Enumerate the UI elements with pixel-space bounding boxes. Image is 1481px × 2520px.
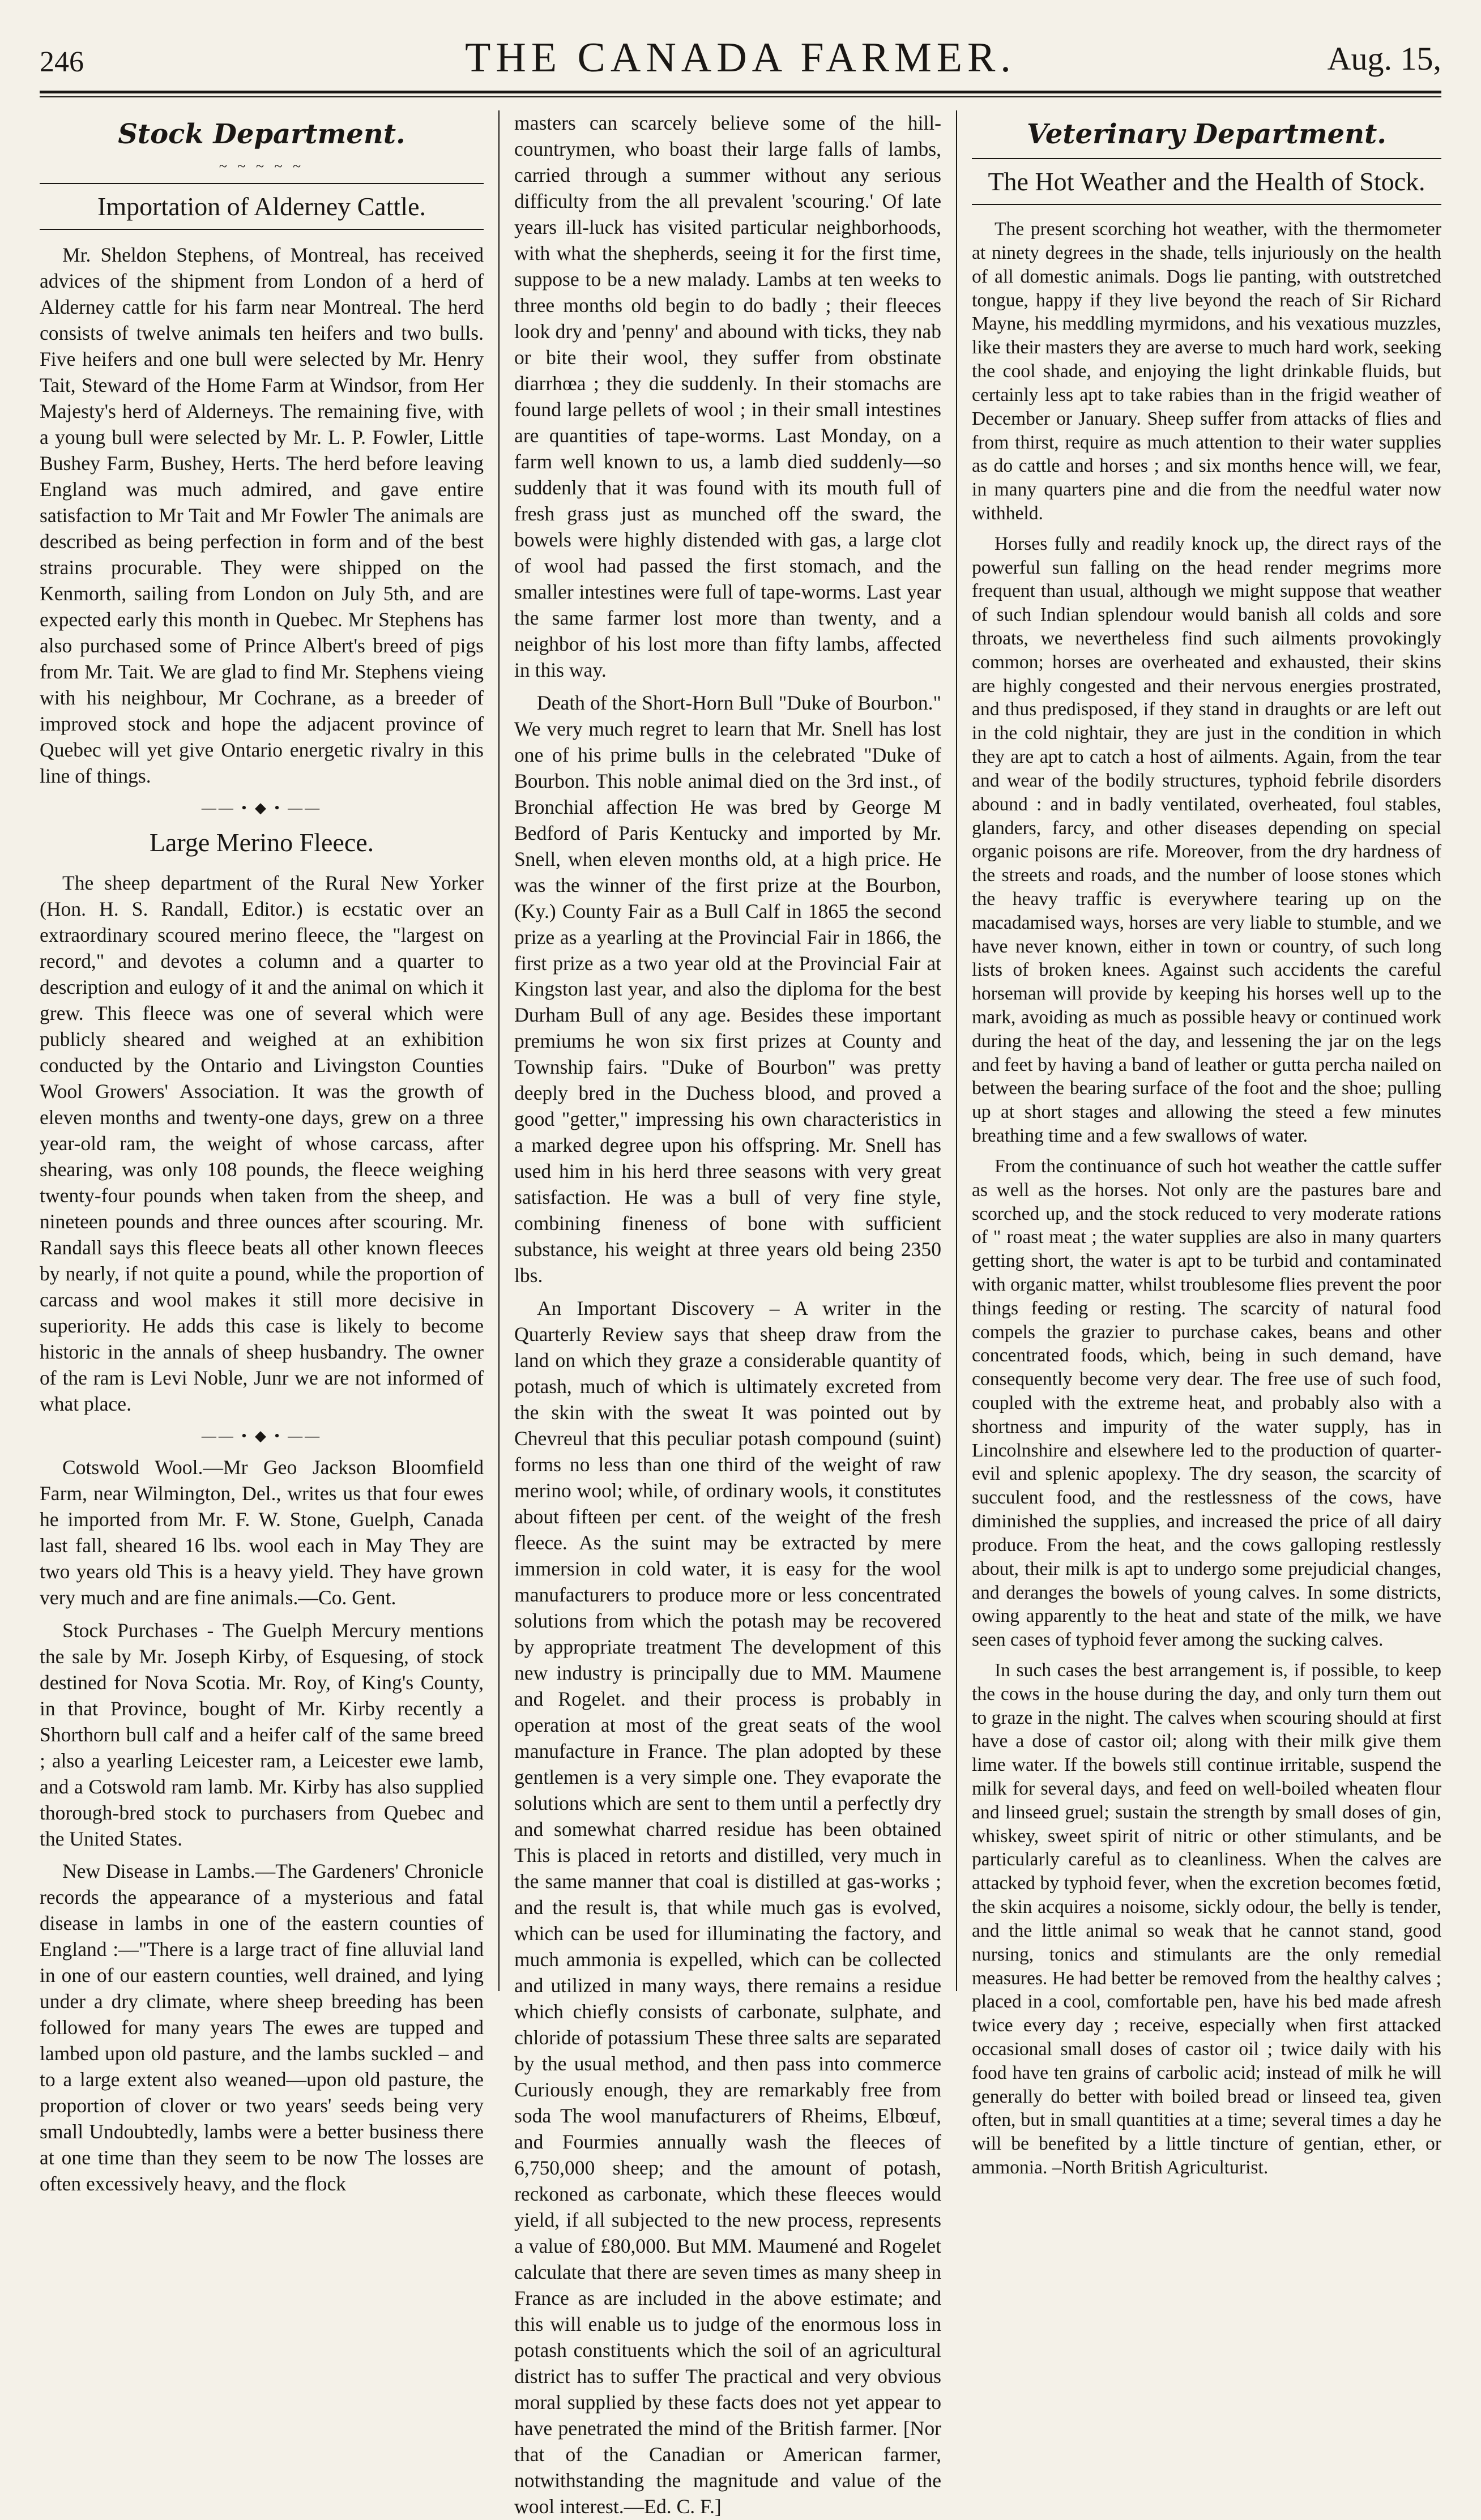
news-item: Stock Purchases - The Guelph Mercury mentions the sale by Mr. Joseph Kirby, of Esquesing, of stock destined for Nova Scotia. Mr. Roy, of King's County, in that Province, bought of Mr. Kirby recently a Shorthorn bull calf and a heifer calf of the same breed ; also a yearling Leicester ram, a Leicester ewe lamb, and a Cotswold ram lamb. Mr. Kirby has also supplied thorough-bred stock to purchasers from Quebec and the United States.	[40, 1618, 484, 1850]
department-heading: Veterinary Department.	[1027, 118, 1386, 150]
publication-title: THE CANADA FARMER.	[465, 35, 1016, 81]
issue-date: Aug. 15,	[1327, 40, 1441, 77]
article-heading: The Hot Weather and the Health of Stock.	[972, 158, 1441, 205]
running-head	[40, 28, 1441, 91]
header-rule-thin	[40, 96, 1441, 97]
article-paragraph: Mr. Sheldon Stephens, of Montreal, has received advices of the shipment from London of a herd of Alderney cattle for his farm near Montreal. The herd consists of twelve animals ten heifers and two bulls. Five heifers and one bull were selected by Mr. Henry Tait, Steward of the Home Farm at Windsor, from Her Majesty's herd of Alderneys. The remaining five, with a young bull were selected by Mr. L. P. Fowler, Little Bushey Farm, Bushey, Herts. The herd before leaving England was much admired, and gave entire satisfaction to Mr Tait and Mr Fowler The animals are described as being perfection in form and of the best strains procurable. They were shipped on the Kenmorth, sailing from London on July 5th, and are expected early this month in Quebec. Mr Stephens has also purchased some of Prince Albert's breed of pigs from Mr. Tait. We are glad to find Mr. Stephens vieing with his neighbour, Mr Cochrane, as a breeder of improved stock and hope the adjacent province of Quebec will yet give Ontario energetic rivalry in this line of things.	[40, 244, 484, 787]
header-rule	[40, 91, 1441, 93]
columns	[40, 110, 1441, 2518]
column-3	[956, 110, 1441, 2178]
article-paragraph: Horses fully and readily knock up, the direct rays of the powerful sun falling on the head render megrims more frequent than usual, although we might suppose that weather of such Indian splendour would banish all colds and sore throats, we nevertheless find such ailments provokingly common; horses are overheated and exhausted, their skins are highly congested and their nervous energies prostrated, and thus predisposed, if they stand in draughts or are left out in the cold nightair, they are just in the condition in which they are apt to catch a host of ailments. Again, from the tear and wear of the bodily structures, typhoid febrile disorders abound : and in badly ventilated, overheated, foul stables, glanders, farcy, and other diseases depending on special organic poisons are rife. Moreover, from the dry hardness of the streets and roads, and the number of loose stones which the heavy traffic is everywhere tearing up on the macadamised ways, horses are very liable to stumble, and we have never known, either in town or country, of such long lists of broken knees. Against such accidents the careful horseman will provide by keeping his horses well up to the mark, avoiding as much as possible heavy or continued work during the heat of the day, and lessening the jar on the legs and feet by having a band of leather or gutta percha nailed on between the bearing surface of the foot and the shoe; pulling up at short stages and allowing the steed a few minutes breathing time and a few swallows of water.	[972, 533, 1441, 1147]
news-item: New Disease in Lambs.—The Gardeners' Chronicle records the appearance of a mysterious and fatal disease in lambs in one of the eastern counties of England :—"There is a large tract of fine alluvial land in one of our eastern counties, well drained, and lying under a dry climate, where sheep breeding has been followed for many years The ewes are tupped and lambed upon old pasture, and the lambs suckled – and to a large extent also weaned—upon old pasture, the proportion of clover or two years' seeds being very small Undoubtedly, lambs were a better business there at one time than they seem to be now The losses are often excessively heavy, and the flock	[40, 1860, 484, 2196]
article-paragraph: The present scorching hot weather, with the thermometer at ninety degrees in the shade, tells injuriously on the health of all domestic animals. Dogs lie panting, with outstretched tongue, happy if they live beyond the reach of Sir Richard Mayne, his meddling myrmidons, and his vexatious muzzles, like their masters they are averse to much hard work, seeking the cool shade, and enjoying the light drinkable fluids, but certainly less apt to take rabies than in the frigid weather of December or January. Sheep suffer from attacks of flies and from thirst, require as much attention to their water supplies as do cattle and horses ; and six months hence will, we fear, in many quarters pine and die from the needful water now withheld.	[972, 219, 1441, 524]
article-paragraph: The sheep department of the Rural New Yorker (Hon. H. S. Randall, Editor.) is ecstatic over an extraordinary scoured merino fleece, the "largest on record," and devotes a column and a quarter to description and eulogy of it and the animal on which it grew. This fleece was one of several which were publicly sheared and weighed at an exhibition conducted by the Ontario and Livingston Counties Wool Growers' Association. It was the growth of eleven months and twenty-one days, grew on a three year-old ram, the weight of whose carcass, after shearing, was only 108 pounds, the fleece weighing twenty-four pounds when taken from the sheep, and nineteen pounds and three ounces after scouring. Mr. Randall says this fleece beats all other known fleeces by nearly, if not quite a pound, while the proportion of carcass and wool makes it still more decisive in superiority. He adds this case is likely to become historic in the annals of sheep husbandry. The owner of the ram is Levi Noble, Junr we are not informed of what place.	[40, 872, 484, 1415]
department-heading: Stock Department.	[118, 118, 406, 150]
ornament-rule: ~ ~ ~ ~ ~	[219, 158, 305, 174]
section-divider: —— • ◆ • ——	[201, 799, 322, 816]
section-divider: —— • ◆ • ——	[201, 1427, 322, 1444]
news-item: An Important Discovery – A writer in the Quarterly Review says that sheep draw from the land on which they graze a considerable quantity of potash, much of which is ultimately excreted from the skin with the sweat It was pointed out by Chevreul that this peculiar potash compound (suint) forms no less than one third of the weight of raw merino wool; while, of ordinary wools, it constitutes about fifteen per cent. of the weight of the fresh fleece. As the suint may be extracted by mere immersion in cold water, it is easy for the wool manufacturers to produce more or less concentrated solutions from which the potash may be recovered by appropriate treatment The development of this new industry is principally due to MM. Maumene and Rogelet. and their process is probably in operation at most of the great seats of the wool manufacture in France. The plan adopted by these gentlemen is a very simple one. They evaporate the solutions which are sent to them until a perfectly dry and somewhat charred residue has been obtained This is placed in retorts and distilled, very much in the same manner that coal is distilled at gas-works ; and the result is, that while much gas is evolved, which can be used for illuminating the factory, and much ammonia is expelled, which can be collected and utilized in many ways, there remains a residue which chiefly consists of carbonate, sulphate, and chloride of potassium These three salts are separated by the usual method, and then pass into commerce Curiously enough, they are remarkably free from soda The wool manufacturers of Rheims, Elbœuf, and Fourmies annually wash the fleeces of 6,750,000 sheep; and the amount of potash, reckoned as carbonate, which these fleeces would yield, if all subjected to the new process, represents a value of £80,000. But MM. Maumené and Rogelet calculate that there are seven times as many sheep in France as are included in the above estimate; and this will enable us to judge of the enormous loss in potash constituents which the soil of an agricultural district has to suffer The practical and very obvious moral supplied by these facts does not yet appear to have penetrated the mind of the British farmer. [Nor that of the Canadian or American farmer, notwithstanding the magnitude and value of the wool interest.—Ed. C. F.]	[514, 1297, 941, 2518]
article-paragraph: In such cases the best arrangement is, if possible, to keep the cows in the house during the day, and only turn them out to graze in the night. The calves when scouring should at first have a dose of castor oil; along with their milk give them lime water. If the bowels still continue irritable, suspend the milk for several days, and feed on well-boiled wheaten flour and linseed gruel; sustain the strength by small doses of gin, whiskey, sweet spirit of nitric or other stimulants, and be particularly careful as to cleanliness. When the calves are attacked by typhoid fever, when the excretion becomes fœtid, the skin acquires a noisome, sickly odour, the belly is tender, and the little animal so weak that he cannot stand, good nursing, tonics and stimulants are the only remedial measures. He had better be removed from the healthy calves ; placed in a cool, comfortable pen, have his bed made afresh twice every day ; receive, especially when first attacked occasional small doses of castor oil ; twice daily with his food have ten grains of carbolic acid; instead of milk he will generally do better with boiled bread or linseed tea, given often, but in small quantities at a time; several times a day he will be benefited by a little tincture of gentian, ether, or ammonia. –North British Agriculturist.	[972, 1659, 1441, 2178]
article-heading: Importation of Alderney Cattle.	[40, 183, 484, 230]
article-paragraph: From the continuance of such hot weather the cattle suffer as well as the horses. Not only are the pastures bare and scorched up, and the stock reduced to very moderate rations of " roast meat ; the water supplies are also in many quarters getting short, the water is apt to be turbid and contaminated with organic matter, whilst troublesome flies prevent the poor things feeding or resting. The scarcity of natural food compels the grazier to purchase cakes, beans and other concentrated foods, which, being in such demand, have consequently become very dear. The free use of such food, coupled with the extreme heat, and probably also with a shortness and impurity of the water supply, has in Lincolnshire and elsewhere led to the production of quarter-evil and splenic apoplexy. The dry season, the scarcity of succulent food, and the restlessness of the cows, have diminished the supplies, and increased the price of all dairy produce. From the heat, and the cows galloping restlessly about, their milk is apt to undergo some prejudicial changes, and deranges the bowels of young calves. In some districts, owing apparently to the heat and state of the milk, we have seen cases of typhoid fever among the sucking calves.	[972, 1155, 1441, 1651]
news-item: Death of the Short-Horn Bull "Duke of Bourbon." We very much regret to learn that Mr. Snell has lost one of his prime bulls in the celebrated "Duke of Bourbon. This noble animal died on the 3rd inst., of Bronchial affection He was bred by George M Bedford of Paris Kentucky and imported by Mr. Snell, when eleven months old, at a high price. He was the winner of the first prize at the Bourbon, (Ky.) County Fair as a Bull Calf in 1865 the second prize as a yearling at the Provincial Fair in 1866, the first prize as a two year old at the Provincial Fair at Kingston last year, and also the diploma for the best Durham Bull of any age. Besides these important premiums he won six first prizes at County and Township fairs. "Duke of Bourbon" was pretty deeply bred in the Duchess blood, and proved a good "getter," impressing his own characteristics in a marked degree upon his offspring. Mr. Snell has used him in his herd three seasons with very great satisfaction. He was a bull of very fine style, combining fineness of bone with sufficient substance, his weight at three years old being 2350 lbs.	[514, 691, 941, 1287]
page-number: 246	[40, 46, 84, 78]
article-paragraph: masters can scarcely believe some of the hill-countrymen, who boast their large falls of lambs, carried through a summer without any serious difficulty from the all prevalent 'scouring.' Of late years ill-luck has visited particular neighborhoods, with what the shepherds, seeing it for the first time, suppose to be a new malady. Lambs at ten weeks to three months old begin to do badly ; their fleeces look dry and 'penny' and abound with ticks, they nab or bite their wool, they suffer from obstinate diarrhœa ; they die suddenly. In their stomachs are found large pellets of wool ; in their small intestines are quantities of tape-worms. Last Monday, on a farm well known to us, a lamb died suddenly—so suddenly that it was found with its mouth full of fresh grass just as munched off the sward, the bowels were highly distended with gas, a large clot of wool had passed the first stomach, and the smaller intestines were full of tape-worms. Last year the same farmer lost more than twenty, and a neighbor of his lost more than fifty lambs, affected in this way.	[514, 112, 941, 681]
news-item: Cotswold Wool.—Mr Geo Jackson Bloomfield Farm, near Wilmington, Del., writes us that four ewes he imported from Mr. F. W. Stone, Guelph, Canada last fall, sheared 16 lbs. wool each in May They are two years old This is a heavy yield. They have grown very much and are fine animals.—Co. Gent.	[40, 1455, 484, 1609]
article-heading: Large Merino Fleece.	[149, 827, 374, 857]
column-1	[40, 110, 498, 2196]
column-2	[498, 110, 956, 2518]
